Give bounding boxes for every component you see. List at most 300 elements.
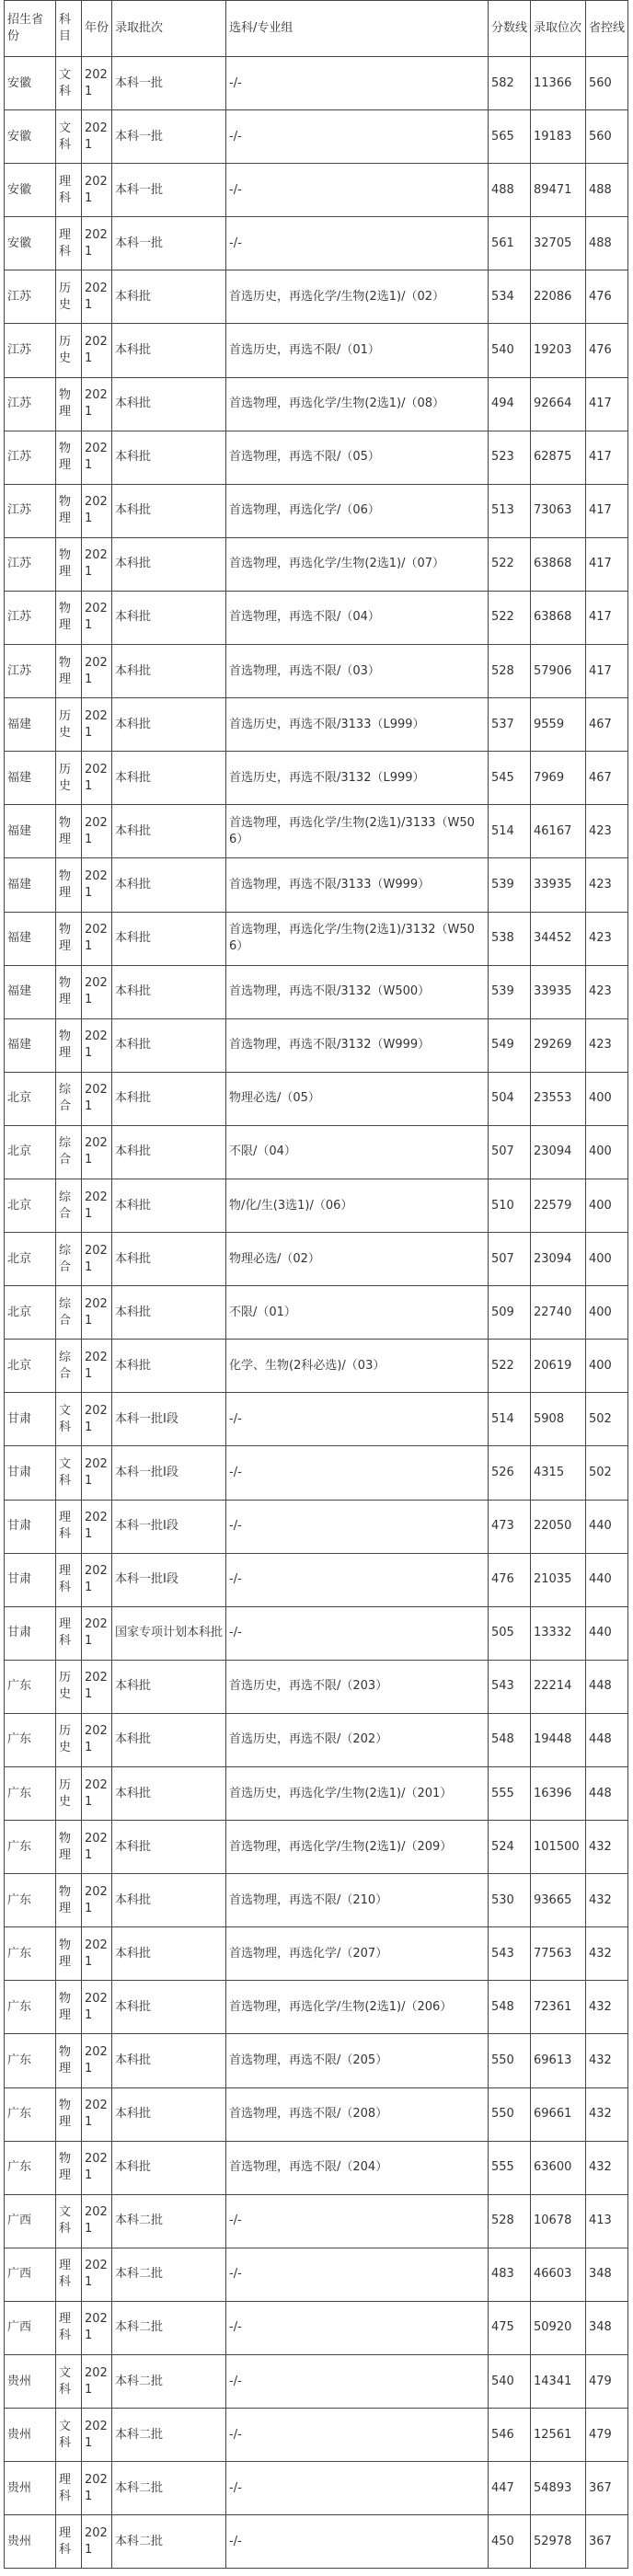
- rank-cell: 19203: [531, 324, 586, 377]
- subject-group-cell: -/-: [226, 2409, 489, 2462]
- subject-cell: 文科: [56, 2194, 82, 2248]
- province-cell: 广东: [5, 2034, 56, 2087]
- subject-cell: 物理: [56, 2034, 82, 2087]
- year-cell: 2021: [82, 2087, 112, 2141]
- subject-cell: 理科: [56, 2301, 82, 2354]
- rank-cell: 16396: [531, 1767, 586, 1821]
- control-line-cell: 479: [586, 2409, 628, 2462]
- score-cell: 539: [489, 965, 531, 1018]
- score-cell: 534: [489, 270, 531, 324]
- subject-group-cell: 首选历史，再选不限/3132（L999）: [226, 752, 489, 805]
- batch-cell: 本科二批: [112, 2515, 226, 2569]
- rank-cell: 21035: [531, 1553, 586, 1606]
- table-row: [5, 1500, 628, 1553]
- subject-group-cell: 首选历史，再选不限/（01）: [226, 324, 489, 377]
- control-line-cell: 417: [586, 537, 628, 591]
- year-cell: 2021: [82, 2462, 112, 2515]
- subject-group-cell: 首选历史，再选化学/生物(2选1)/（02）: [226, 270, 489, 324]
- batch-cell: 本科批: [112, 537, 226, 591]
- batch-cell: 本科批: [112, 1072, 226, 1125]
- year-cell: 2021: [82, 270, 112, 324]
- control-line-cell: 413: [586, 2194, 628, 2248]
- rank-cell: 22086: [531, 270, 586, 324]
- control-line-cell: 432: [586, 1927, 628, 1981]
- subject-cell: 文科: [56, 57, 82, 110]
- subject-group-cell: -/-: [226, 2248, 489, 2301]
- subject-group-cell: 首选物理，再选不限/3132（W500）: [226, 965, 489, 1018]
- subject-group-cell: -/-: [226, 110, 489, 164]
- batch-cell: 本科二批: [112, 2462, 226, 2515]
- table-row: [5, 2409, 628, 2462]
- score-cell: 543: [489, 1660, 531, 1713]
- province-cell: 广东: [5, 1874, 56, 1927]
- subject-group-cell: 首选物理，再选不限/3133（W999）: [226, 858, 489, 912]
- year-cell: 2021: [82, 537, 112, 591]
- table-row: [5, 324, 628, 377]
- province-cell: 贵州: [5, 2515, 56, 2569]
- province-cell: 甘肃: [5, 1393, 56, 1446]
- province-cell: 广东: [5, 1821, 56, 1874]
- subject-group-cell: 首选物理，再选不限/（210）: [226, 1874, 489, 1927]
- score-cell: 540: [489, 324, 531, 377]
- table-row: [5, 1767, 628, 1821]
- province-cell: 北京: [5, 1125, 56, 1179]
- control-line-cell: 488: [586, 217, 628, 270]
- control-line-cell: 423: [586, 1018, 628, 1072]
- subject-group-cell: -/-: [226, 2515, 489, 2569]
- score-cell: 539: [489, 858, 531, 912]
- batch-cell: 本科批: [112, 2034, 226, 2087]
- table-row: [5, 698, 628, 752]
- batch-cell: 本科二批: [112, 2409, 226, 2462]
- header-rank: 录取位次: [531, 1, 586, 57]
- subject-group-cell: 首选历史，再选不限/（203）: [226, 1660, 489, 1713]
- province-cell: 甘肃: [5, 1606, 56, 1660]
- table-row: [5, 1927, 628, 1981]
- subject-cell: 物理: [56, 912, 82, 965]
- batch-cell: 本科批: [112, 1018, 226, 1072]
- header-year: 年份: [82, 1, 112, 57]
- batch-cell: 本科批: [112, 912, 226, 965]
- score-cell: 447: [489, 2462, 531, 2515]
- subject-group-cell: -/-: [226, 1606, 489, 1660]
- rank-cell: 22050: [531, 1500, 586, 1553]
- year-cell: 2021: [82, 57, 112, 110]
- rank-cell: 92664: [531, 377, 586, 431]
- year-cell: 2021: [82, 912, 112, 965]
- subject-group-cell: 首选物理，再选不限/（204）: [226, 2141, 489, 2194]
- subject-cell: 文科: [56, 2355, 82, 2409]
- batch-cell: 本科一批I段: [112, 1500, 226, 1553]
- table-row: [5, 2034, 628, 2087]
- year-cell: 2021: [82, 1340, 112, 1393]
- score-cell: 522: [489, 1340, 531, 1393]
- batch-cell: 本科批: [112, 1821, 226, 1874]
- subject-cell: 文科: [56, 110, 82, 164]
- subject-group-cell: -/-: [226, 2462, 489, 2515]
- control-line-cell: 348: [586, 2301, 628, 2354]
- control-line-cell: 432: [586, 2034, 628, 2087]
- score-cell: 540: [489, 2355, 531, 2409]
- province-cell: 甘肃: [5, 1500, 56, 1553]
- score-cell: 530: [489, 1874, 531, 1927]
- rank-cell: 101500: [531, 1821, 586, 1874]
- year-cell: 2021: [82, 377, 112, 431]
- batch-cell: 本科批: [112, 1927, 226, 1981]
- score-cell: 555: [489, 1767, 531, 1821]
- province-cell: 甘肃: [5, 1446, 56, 1500]
- table-row: [5, 1018, 628, 1072]
- rank-cell: 11366: [531, 57, 586, 110]
- subject-cell: 物理: [56, 431, 82, 484]
- batch-cell: 本科批: [112, 858, 226, 912]
- subject-cell: 理科: [56, 1606, 82, 1660]
- score-cell: 513: [489, 484, 531, 537]
- batch-cell: 本科二批: [112, 2194, 226, 2248]
- rank-cell: 89471: [531, 164, 586, 217]
- batch-cell: 本科二批: [112, 2301, 226, 2354]
- table-row: [5, 110, 628, 164]
- subject-cell: 历史: [56, 270, 82, 324]
- table-row: [5, 1286, 628, 1340]
- rank-cell: 63868: [531, 537, 586, 591]
- batch-cell: 本科批: [112, 431, 226, 484]
- control-line-cell: 367: [586, 2462, 628, 2515]
- header-score: 分数线: [489, 1, 531, 57]
- table-row: [5, 2462, 628, 2515]
- subject-group-cell: 首选历史，再选不限/3133（L999）: [226, 698, 489, 752]
- province-cell: 广西: [5, 2194, 56, 2248]
- table-row: [5, 1072, 628, 1125]
- province-cell: 贵州: [5, 2355, 56, 2409]
- province-cell: 广东: [5, 1713, 56, 1766]
- score-cell: 507: [489, 1125, 531, 1179]
- control-line-cell: 502: [586, 1393, 628, 1446]
- batch-cell: 本科批: [112, 1125, 226, 1179]
- control-line-cell: 432: [586, 1821, 628, 1874]
- year-cell: 2021: [82, 1446, 112, 1500]
- subject-group-cell: 物/化/生(3选1)/（06）: [226, 1179, 489, 1232]
- table-body: [5, 57, 628, 2569]
- subject-group-cell: -/-: [226, 2301, 489, 2354]
- province-cell: 广东: [5, 1767, 56, 1821]
- table-row: [5, 858, 628, 912]
- batch-cell: 本科批: [112, 965, 226, 1018]
- subject-group-cell: 首选物理，再选化学/生物(2选1)/（08）: [226, 377, 489, 431]
- rank-cell: 63600: [531, 2141, 586, 2194]
- subject-cell: 物理: [56, 645, 82, 698]
- score-cell: 550: [489, 2087, 531, 2141]
- rank-cell: 34452: [531, 912, 586, 965]
- subject-cell: 物理: [56, 858, 82, 912]
- control-line-cell: 423: [586, 965, 628, 1018]
- subject-group-cell: 首选物理，再选化学/（207）: [226, 1927, 489, 1981]
- year-cell: 2021: [82, 1500, 112, 1553]
- subject-group-cell: 化学、生物(2科必选)/（03）: [226, 1340, 489, 1393]
- subject-group-cell: 首选物理，再选化学/生物(2选1)/（206）: [226, 1981, 489, 2034]
- table-row: [5, 164, 628, 217]
- control-line-cell: 417: [586, 645, 628, 698]
- year-cell: 2021: [82, 324, 112, 377]
- batch-cell: 本科一批: [112, 217, 226, 270]
- rank-cell: 22214: [531, 1660, 586, 1713]
- control-line-cell: 448: [586, 1713, 628, 1766]
- rank-cell: 52978: [531, 2515, 586, 2569]
- control-line-cell: 423: [586, 858, 628, 912]
- rank-cell: 72361: [531, 1981, 586, 2034]
- province-cell: 广西: [5, 2248, 56, 2301]
- subject-group-cell: 首选物理，再选不限/3132（W999）: [226, 1018, 489, 1072]
- table-row: [5, 1713, 628, 1766]
- batch-cell: 本科批: [112, 1874, 226, 1927]
- subject-cell: 理科: [56, 1553, 82, 1606]
- score-cell: 526: [489, 1446, 531, 1500]
- control-line-cell: 448: [586, 1660, 628, 1713]
- year-cell: 2021: [82, 164, 112, 217]
- subject-group-cell: 首选物理，再选不限/（03）: [226, 645, 489, 698]
- table-row: [5, 591, 628, 644]
- province-cell: 广东: [5, 1927, 56, 1981]
- table-row: [5, 484, 628, 537]
- year-cell: 2021: [82, 1767, 112, 1821]
- rank-cell: 54893: [531, 2462, 586, 2515]
- batch-cell: 本科批: [112, 591, 226, 644]
- score-cell: 545: [489, 752, 531, 805]
- score-cell: 546: [489, 2409, 531, 2462]
- year-cell: 2021: [82, 1821, 112, 1874]
- rank-cell: 14341: [531, 2355, 586, 2409]
- rank-cell: 57906: [531, 645, 586, 698]
- subject-group-cell: 首选物理，再选化学/生物(2选1)/（07）: [226, 537, 489, 591]
- year-cell: 2021: [82, 217, 112, 270]
- table-row: [5, 1393, 628, 1446]
- score-cell: 565: [489, 110, 531, 164]
- province-cell: 安徽: [5, 217, 56, 270]
- province-cell: 北京: [5, 1340, 56, 1393]
- score-cell: 555: [489, 2141, 531, 2194]
- year-cell: 2021: [82, 1018, 112, 1072]
- rank-cell: 69613: [531, 2034, 586, 2087]
- score-cell: 549: [489, 1018, 531, 1072]
- table-row: [5, 377, 628, 431]
- subject-cell: 综合: [56, 1233, 82, 1286]
- subject-group-cell: 不限/（04）: [226, 1125, 489, 1179]
- subject-group-cell: 首选物理，再选化学/生物(2选1)/（209）: [226, 1821, 489, 1874]
- subject-cell: 历史: [56, 1660, 82, 1713]
- rank-cell: 46167: [531, 805, 586, 858]
- batch-cell: 本科批: [112, 1286, 226, 1340]
- year-cell: 2021: [82, 1233, 112, 1286]
- year-cell: 2021: [82, 484, 112, 537]
- province-cell: 广东: [5, 1660, 56, 1713]
- rank-cell: 22740: [531, 1286, 586, 1340]
- control-line-cell: 423: [586, 805, 628, 858]
- table-row: [5, 1340, 628, 1393]
- control-line-cell: 432: [586, 2141, 628, 2194]
- batch-cell: 本科一批: [112, 164, 226, 217]
- year-cell: 2021: [82, 805, 112, 858]
- province-cell: 贵州: [5, 2409, 56, 2462]
- year-cell: 2021: [82, 1072, 112, 1125]
- subject-cell: 物理: [56, 1821, 82, 1874]
- province-cell: 福建: [5, 805, 56, 858]
- table-row: [5, 2194, 628, 2248]
- batch-cell: 本科一批I段: [112, 1553, 226, 1606]
- year-cell: 2021: [82, 2034, 112, 2087]
- table-row: [5, 752, 628, 805]
- subject-cell: 理科: [56, 2515, 82, 2569]
- control-line-cell: 488: [586, 164, 628, 217]
- subject-cell: 物理: [56, 1927, 82, 1981]
- subject-group-cell: -/-: [226, 164, 489, 217]
- subject-cell: 综合: [56, 1125, 82, 1179]
- year-cell: 2021: [82, 1713, 112, 1766]
- subject-group-cell: 首选物理，再选不限/（208）: [226, 2087, 489, 2141]
- score-cell: 494: [489, 377, 531, 431]
- subject-cell: 文科: [56, 2409, 82, 2462]
- subject-cell: 历史: [56, 698, 82, 752]
- control-line-cell: 400: [586, 1179, 628, 1232]
- control-line-cell: 476: [586, 270, 628, 324]
- province-cell: 福建: [5, 912, 56, 965]
- batch-cell: 本科批: [112, 1179, 226, 1232]
- rank-cell: 5908: [531, 1393, 586, 1446]
- province-cell: 福建: [5, 1018, 56, 1072]
- control-line-cell: 440: [586, 1606, 628, 1660]
- control-line-cell: 423: [586, 912, 628, 965]
- control-line-cell: 440: [586, 1553, 628, 1606]
- control-line-cell: 448: [586, 1767, 628, 1821]
- table-row: [5, 1125, 628, 1179]
- table-row: [5, 912, 628, 965]
- subject-group-cell: 物理必选/（05）: [226, 1072, 489, 1125]
- year-cell: 2021: [82, 2141, 112, 2194]
- subject-cell: 历史: [56, 1713, 82, 1766]
- province-cell: 江苏: [5, 377, 56, 431]
- control-line-cell: 502: [586, 1446, 628, 1500]
- batch-cell: 本科批: [112, 1767, 226, 1821]
- province-cell: 安徽: [5, 110, 56, 164]
- province-cell: 福建: [5, 752, 56, 805]
- table-row: [5, 537, 628, 591]
- control-line-cell: 476: [586, 324, 628, 377]
- subject-group-cell: 物理必选/（02）: [226, 1233, 489, 1286]
- score-cell: 476: [489, 1553, 531, 1606]
- table-row: [5, 645, 628, 698]
- year-cell: 2021: [82, 2248, 112, 2301]
- rank-cell: 19448: [531, 1713, 586, 1766]
- rank-cell: 20619: [531, 1340, 586, 1393]
- batch-cell: 本科批: [112, 2087, 226, 2141]
- control-line-cell: 400: [586, 1072, 628, 1125]
- rank-cell: 50920: [531, 2301, 586, 2354]
- year-cell: 2021: [82, 2194, 112, 2248]
- score-cell: 509: [489, 1286, 531, 1340]
- score-cell: 505: [489, 1606, 531, 1660]
- subject-group-cell: 首选物理，再选不限/（205）: [226, 2034, 489, 2087]
- rank-cell: 93665: [531, 1874, 586, 1927]
- control-line-cell: 417: [586, 484, 628, 537]
- subject-cell: 物理: [56, 377, 82, 431]
- year-cell: 2021: [82, 2409, 112, 2462]
- control-line-cell: 467: [586, 698, 628, 752]
- province-cell: 福建: [5, 965, 56, 1018]
- subject-group-cell: -/-: [226, 57, 489, 110]
- subject-cell: 综合: [56, 1286, 82, 1340]
- control-line-cell: 432: [586, 1874, 628, 1927]
- rank-cell: 10678: [531, 2194, 586, 2248]
- score-cell: 548: [489, 1713, 531, 1766]
- rank-cell: 33935: [531, 858, 586, 912]
- batch-cell: 本科批: [112, 377, 226, 431]
- table-row: [5, 1981, 628, 2034]
- rank-cell: 9559: [531, 698, 586, 752]
- control-line-cell: 417: [586, 377, 628, 431]
- score-cell: 543: [489, 1927, 531, 1981]
- province-cell: 福建: [5, 858, 56, 912]
- control-line-cell: 432: [586, 1981, 628, 2034]
- rank-cell: 12561: [531, 2409, 586, 2462]
- control-line-cell: 400: [586, 1125, 628, 1179]
- province-cell: 江苏: [5, 537, 56, 591]
- table-row: [5, 2355, 628, 2409]
- province-cell: 广东: [5, 2087, 56, 2141]
- year-cell: 2021: [82, 965, 112, 1018]
- score-cell: 538: [489, 912, 531, 965]
- batch-cell: 本科批: [112, 1340, 226, 1393]
- subject-group-cell: -/-: [226, 217, 489, 270]
- batch-cell: 本科一批I段: [112, 1446, 226, 1500]
- year-cell: 2021: [82, 698, 112, 752]
- province-cell: 北京: [5, 1286, 56, 1340]
- batch-cell: 本科批: [112, 270, 226, 324]
- province-cell: 江苏: [5, 270, 56, 324]
- rank-cell: 33935: [531, 965, 586, 1018]
- subject-group-cell: -/-: [226, 2355, 489, 2409]
- province-cell: 江苏: [5, 484, 56, 537]
- subject-cell: 物理: [56, 965, 82, 1018]
- score-cell: 475: [489, 2301, 531, 2354]
- control-line-cell: 560: [586, 110, 628, 164]
- year-cell: 2021: [82, 2301, 112, 2354]
- score-cell: 523: [489, 431, 531, 484]
- province-cell: 北京: [5, 1179, 56, 1232]
- table-row: [5, 217, 628, 270]
- province-cell: 江苏: [5, 431, 56, 484]
- rank-cell: 32705: [531, 217, 586, 270]
- year-cell: 2021: [82, 1606, 112, 1660]
- subject-cell: 理科: [56, 164, 82, 217]
- rank-cell: 73063: [531, 484, 586, 537]
- year-cell: 2021: [82, 1125, 112, 1179]
- batch-cell: 本科一批: [112, 57, 226, 110]
- subject-group-cell: -/-: [226, 1393, 489, 1446]
- rank-cell: 62875: [531, 431, 586, 484]
- subject-cell: 物理: [56, 484, 82, 537]
- province-cell: 江苏: [5, 591, 56, 644]
- year-cell: 2021: [82, 1927, 112, 1981]
- batch-cell: 本科批: [112, 1233, 226, 1286]
- subject-group-cell: -/-: [226, 1553, 489, 1606]
- subject-group-cell: 首选历史，再选化学/生物(2选1)/（201）: [226, 1767, 489, 1821]
- province-cell: 甘肃: [5, 1553, 56, 1606]
- batch-cell: 本科二批: [112, 2355, 226, 2409]
- score-cell: 548: [489, 1981, 531, 2034]
- subject-cell: 物理: [56, 591, 82, 644]
- year-cell: 2021: [82, 2355, 112, 2409]
- table-row: [5, 2248, 628, 2301]
- batch-cell: 本科批: [112, 1713, 226, 1766]
